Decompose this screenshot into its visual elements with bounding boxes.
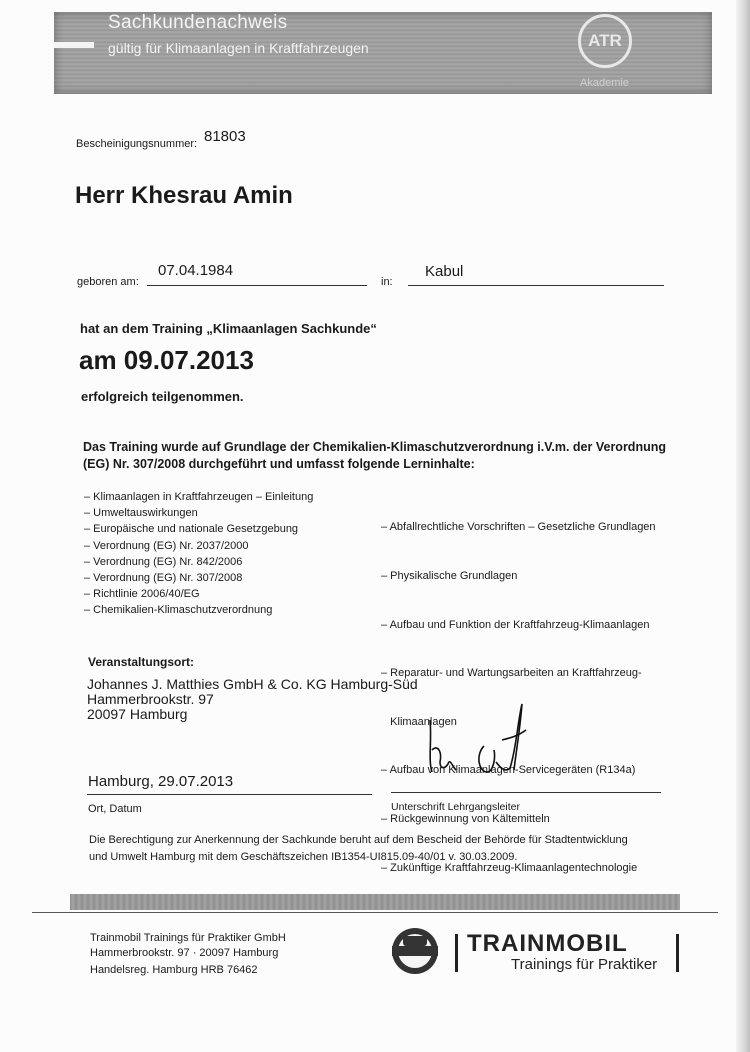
list-item: – Aufbau und Funktion der Kraftfahrzeug-Klimaanlagen xyxy=(381,618,650,631)
birthplace-line xyxy=(408,285,664,286)
document-title: Sachkundenachweis xyxy=(108,12,288,33)
cert-number-label: Bescheinigungsnummer: xyxy=(76,138,198,150)
document-subtitle: gültig für Klimaanlagen in Kraftfahrzeugen xyxy=(108,40,369,56)
footer-band xyxy=(70,894,680,910)
list-item: – Abfallrechtliche Vorschriften – Gesetzliche Grundlagen xyxy=(381,521,656,534)
cert-number: 81803 xyxy=(204,128,246,145)
place-date-label: Ort, Datum xyxy=(88,803,142,815)
place-date: Hamburg, 29.07.2013 xyxy=(88,773,234,790)
training-line: hat an dem Training „Klimaanlagen Sachkunde“ xyxy=(80,321,377,336)
certification-seal-icon xyxy=(392,928,438,974)
list-item: – Reparatur- und Wartungsarbeiten an Kraftfahrzeug- xyxy=(381,667,642,680)
signer-label: Unterschrift Lehrgangsleiter xyxy=(391,801,520,813)
place-date-line xyxy=(87,794,372,795)
birthplace-label: in: xyxy=(381,276,393,288)
birth-date: 07.04.1984 xyxy=(158,262,234,279)
venue-label: Veranstaltungsort: xyxy=(88,655,195,669)
venue-street: Hammerbrookstr. 97 xyxy=(87,691,214,707)
list-item: – Verordnung (EG) Nr. 842/2006 xyxy=(84,555,243,568)
list-item: – Verordnung (EG) Nr. 307/2008 xyxy=(84,572,243,585)
list-item: – Rückgewinnung von Kältemitteln xyxy=(381,813,550,826)
list-item: – Aufbau von Klimaanlagen-Servicegeräten (R134a) xyxy=(381,764,636,777)
success-line: erfolgreich teilgenommen. xyxy=(81,389,244,404)
intro-line-1: Das Training wurde auf Grundlage der Chemikalien-Klimaschutzverordnung i.V.m. der Verordnung xyxy=(83,440,666,454)
brand-title: TRAINMOBIL xyxy=(467,930,628,957)
topics-list-left xyxy=(84,489,313,619)
atr-logo-caption: Akademie xyxy=(580,77,629,89)
list-item: – Chemikalien-Klimaschutzverordnung xyxy=(84,604,273,617)
birth-date-line xyxy=(147,285,367,286)
list-item: Klimaanlagen xyxy=(381,715,457,728)
atr-logo-icon: ATR xyxy=(578,14,632,68)
born-label: geboren am: xyxy=(77,276,139,288)
signature-line xyxy=(391,792,661,793)
training-date: am 09.07.2013 xyxy=(79,345,254,375)
banner-accent-bar xyxy=(54,42,94,48)
venue-company: Johannes J. Matthies GmbH & Co. KG Hamburg-Süd xyxy=(87,676,418,692)
list-item: – Umweltauswirkungen xyxy=(84,507,198,520)
signature-image xyxy=(410,700,530,782)
list-item: – Zukünftige Kraftfahrzeug-Klimaanlagentechnologie xyxy=(381,861,638,874)
recipient-name: Herr Khesrau Amin xyxy=(75,182,293,209)
venue-city: 20097 Hamburg xyxy=(87,706,188,722)
intro-line-2: (EG) Nr. 307/2008 durchgeführt und umfasst folgende Lerninhalte: xyxy=(83,457,475,471)
paper-edge xyxy=(736,0,750,1052)
list-item: – Klimaanlagen in Kraftfahrzeugen – Einleitung xyxy=(84,491,314,503)
list-item: – Richtlinie 2006/40/EG xyxy=(84,588,200,601)
footer-address-2: Hammerbrookstr. 97 · 20097 Hamburg xyxy=(90,947,279,959)
footer-address-3: Handelsreg. Hamburg HRB 76462 xyxy=(90,964,258,976)
list-item: – Europäische und nationale Gesetzgebung xyxy=(84,523,299,536)
footer-rule xyxy=(32,912,718,913)
legal-line-1: Die Berechtigung zur Anerkennung der Sachkunde beruht auf dem Bescheid der Behörde für Stadtentwicklung xyxy=(89,834,628,846)
list-item: – Physikalische Grundlagen xyxy=(381,570,518,583)
birthplace: Kabul xyxy=(425,263,464,280)
legal-line-2: und Umwelt Hamburg mit dem Geschäftszeichen IB1354-UI815.09-40/01 v. 30.03.2009. xyxy=(89,851,518,863)
trainmobil-logo xyxy=(455,932,679,974)
list-item: – Verordnung (EG) Nr. 2037/2000 xyxy=(84,539,249,552)
footer-address-1: Trainmobil Trainings für Praktiker GmbH xyxy=(90,932,286,944)
brand-subtitle: Trainings für Praktiker xyxy=(511,956,658,973)
